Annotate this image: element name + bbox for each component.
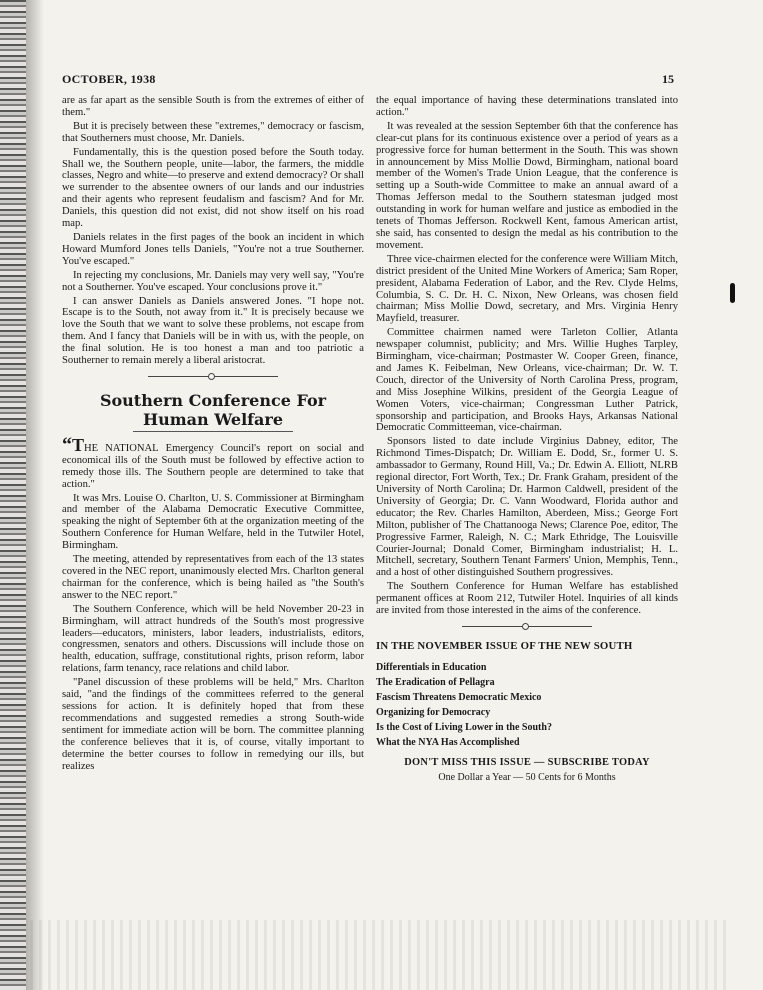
list-item: Fascism Threatens Democratic Mexico bbox=[376, 691, 542, 703]
subscription-price: One Dollar a Year — 50 Cents for 6 Months bbox=[438, 771, 616, 783]
headline-line-2: Human Welfare bbox=[142, 409, 284, 429]
page-number: 15 bbox=[662, 72, 674, 86]
paragraph: "Panel discussion of these problems will be held," Mrs. Charlton said, "and the findings of the committees referred to the general sessions for action. It is definitely hoped that from these recommendations and suggested remedies a strong South-wide sentiment for immediate action will be born. The committee planning the conference believes that it is, of course, vitally important to determine the better courses to follow in remedying our ills, but realizes bbox=[62, 677, 364, 772]
headline-line-1: Southern Conference For bbox=[99, 390, 327, 410]
paragraph: It was revealed at the session September 6th that the conference has clear-cut plans for its continuous existence over a period of years as a progressive force for human betterment in the South. This was shown in announcement by Miss Mollie Dowd, Birmingham, national board member of the Women's Trade Union League, that the conference is setting up a South-wide Committee to make an annual award of a Thomas Jefferson medal to the Southern statesman judged most outstanding in work for human welfare and justice as embodied in the tenets of Thomas Jefferson. Rockwell Kent, famous American artist, she said, has consented to design the medal as his contribution to the movement. bbox=[376, 120, 678, 251]
lead-smallcaps: HE NATIONAL bbox=[84, 442, 159, 454]
paragraph: The Southern Conference for Human Welfare has established permanent offices at Room 212, Tutwiler Hotel. Inquiries of all kinds are invited from those interested in the aims of the conference. bbox=[376, 581, 678, 617]
binding-shadow bbox=[26, 0, 44, 990]
paragraph: Three vice-chairmen elected for the conference were William Mitch, district president of the United Mine Workers of America; Sam Roper, president, Alabama Federation of Labor, and the Rev. Clyde Helms, Columbia, S. C. Dr. H. C. Nixon, New Orleans, was chosen field chairman; Miss Mollie Dowd, secretary, and Mrs. Virginia Henry Mayfield, treasurer. bbox=[376, 253, 678, 325]
opening-quote: “ bbox=[62, 433, 72, 456]
paragraph: But it is precisely between these "extremes," democracy or fascism, that Southerners must choose, Mr. Daniels. bbox=[62, 120, 364, 144]
binding-edge bbox=[0, 0, 26, 990]
paragraph: Sponsors listed to date include Virginius Dabney, editor, The Richmond Times-Dispatch; Dr. William E. Dodd, Sr., former U. S. ambassador to Germany, Round Hill, Va.; Dr. Edwin A. Elliott, NLRB regional director, Fort Worth, Tex.; Dr. Frank Graham, president of the University of North Carolina; Dr. Harmon Caldwell, president of the University of Georgia; Dr. C. Vann Woodward, Florida author and educator; the Rev. Charles Hamilton, Aberdeen, Miss.; George Fort Milton, publisher of The Chattanooga News; Clarence Poe, editor, The Progressive Farmer, Raleigh, N. C.; Mark Ethridge, The Louisville Courier-Journal; Donald Comer, Birmingham industrialist; H. L. Mitchell, secretary, Southern Tenant Farmers' Union, Memphis, Tenn., and a host of other distinguished Southern progressives. bbox=[376, 436, 678, 579]
list-item: What the NYA Has Accomplished bbox=[376, 736, 520, 748]
scan-noise bbox=[30, 920, 730, 990]
paragraph: The Southern Conference, which will be held November 20-23 in Birmingham, will attract hundreds of the South's most progressive leaders—educators, ministers, labor leaders, industrialists, editors, congressmen, senators and others. Discussions will include those on health, education, suffrage, constitutional rights, prison reform, labor relations, farm tenancy, race relations and child labor. bbox=[62, 603, 364, 675]
lead-text: Emergency Council's report on social and economical ills of the South must be followed by effective action to remedy those ills. The Southern people are determined to take that action." bbox=[62, 442, 364, 490]
subscribe-callout: DON'T MISS THIS ISSUE — SUBSCRIBE TODAY bbox=[404, 756, 650, 768]
paragraph: I can answer Daniels as Daniels answered Jones. "I hope not. Escape is to the South, not away from it." It is precisely because we love the South that we want to solve these problems, not escape from them. And I fancy that Daniels will be in with us, with the people, on the final solution. He is too honest a man and too patriotic a Southerner to remain merely a liberal aristocrat. bbox=[62, 295, 364, 367]
divider-ornament bbox=[208, 373, 215, 380]
drop-cap: T bbox=[72, 434, 85, 455]
headline-rule bbox=[133, 431, 293, 432]
right-column bbox=[376, 95, 678, 784]
paragraph: The meeting, attended by representatives from each of the 13 states covered in the NEC report, unanimously elected Mrs. Charlton general chairman for the conference, which is being hailed as "the South's answer to the NEC report." bbox=[62, 554, 364, 601]
list-item: Organizing for Democracy bbox=[376, 706, 491, 718]
page-header bbox=[62, 72, 674, 88]
left-column bbox=[62, 95, 364, 774]
list-item: Differentials in Education bbox=[376, 661, 487, 673]
article-lead-paragraph bbox=[62, 433, 364, 491]
paragraph: Fundamentally, this is the question posed before the South today. Shall we, the Southern people, unite—labor, the farmers, the middle classes, Negro and white—to preserve and extend democracy? Or shall we surrender to the absentee owners of our lands and our industries and their agents who represent feudalism and fascism? And for Mr. Daniels, this question did not exist, did not show itself on his road map. bbox=[62, 146, 364, 230]
paragraph: It was Mrs. Louise O. Charlton, U. S. Commissioner at Birmingham and member of the Alabama Democratic Executive Committee, speaking the night of September 6th at the organization meeting of the Southern Conference for Human Welfare, held in the Tutwiler Hotel, Birmingham. bbox=[62, 492, 364, 552]
issue-date: OCTOBER, 1938 bbox=[62, 72, 156, 86]
list-item: The Eradication of Pellagra bbox=[376, 676, 495, 688]
paragraph: Committee chairmen named were Tarleton Collier, Atlanta newspaper columnist, publicity; and Mrs. Willie Hughes Tarpley, Birmingham, vice-chairman; Postmaster W. Cooper Green, finance, and James K. Feibelman, New Orleans, vice-chairman; Dr. W. T. Couch, director of the University of North Carolina Press, program, and Miss Josephine Wilkins, president of the Georgia League of Women Voters, vice-chairman; Congressman Luther Patrick, sponsorship and participation, and Brooks Hays, Arkansas National Democratic Committeeman, vice-chairman. bbox=[376, 327, 678, 434]
paragraph: the equal importance of having these determinations translated into action." bbox=[376, 95, 678, 118]
list-item: Is the Cost of Living Lower in the South? bbox=[376, 721, 552, 733]
november-contents-list bbox=[376, 660, 678, 750]
section-divider bbox=[462, 626, 592, 627]
article-headline bbox=[62, 391, 364, 429]
november-issue-title: IN THE NOVEMBER ISSUE OF THE NEW SOUTH bbox=[376, 639, 633, 652]
paragraph: In rejecting my conclusions, Mr. Daniels may very well say, "You're not a Southerner. You've escaped. Your conclusions prove it." bbox=[62, 269, 364, 293]
paragraph: are as far apart as the sensible South is from the extremes of either of them." bbox=[62, 95, 364, 118]
paragraph: Daniels relates in the first pages of the book an incident in which Howard Mumford Jones tells Daniels, "You're not a true Southerner. You've escaped." bbox=[62, 231, 364, 267]
section-divider bbox=[148, 376, 278, 377]
divider-ornament bbox=[522, 623, 529, 630]
ink-blot bbox=[730, 283, 735, 303]
